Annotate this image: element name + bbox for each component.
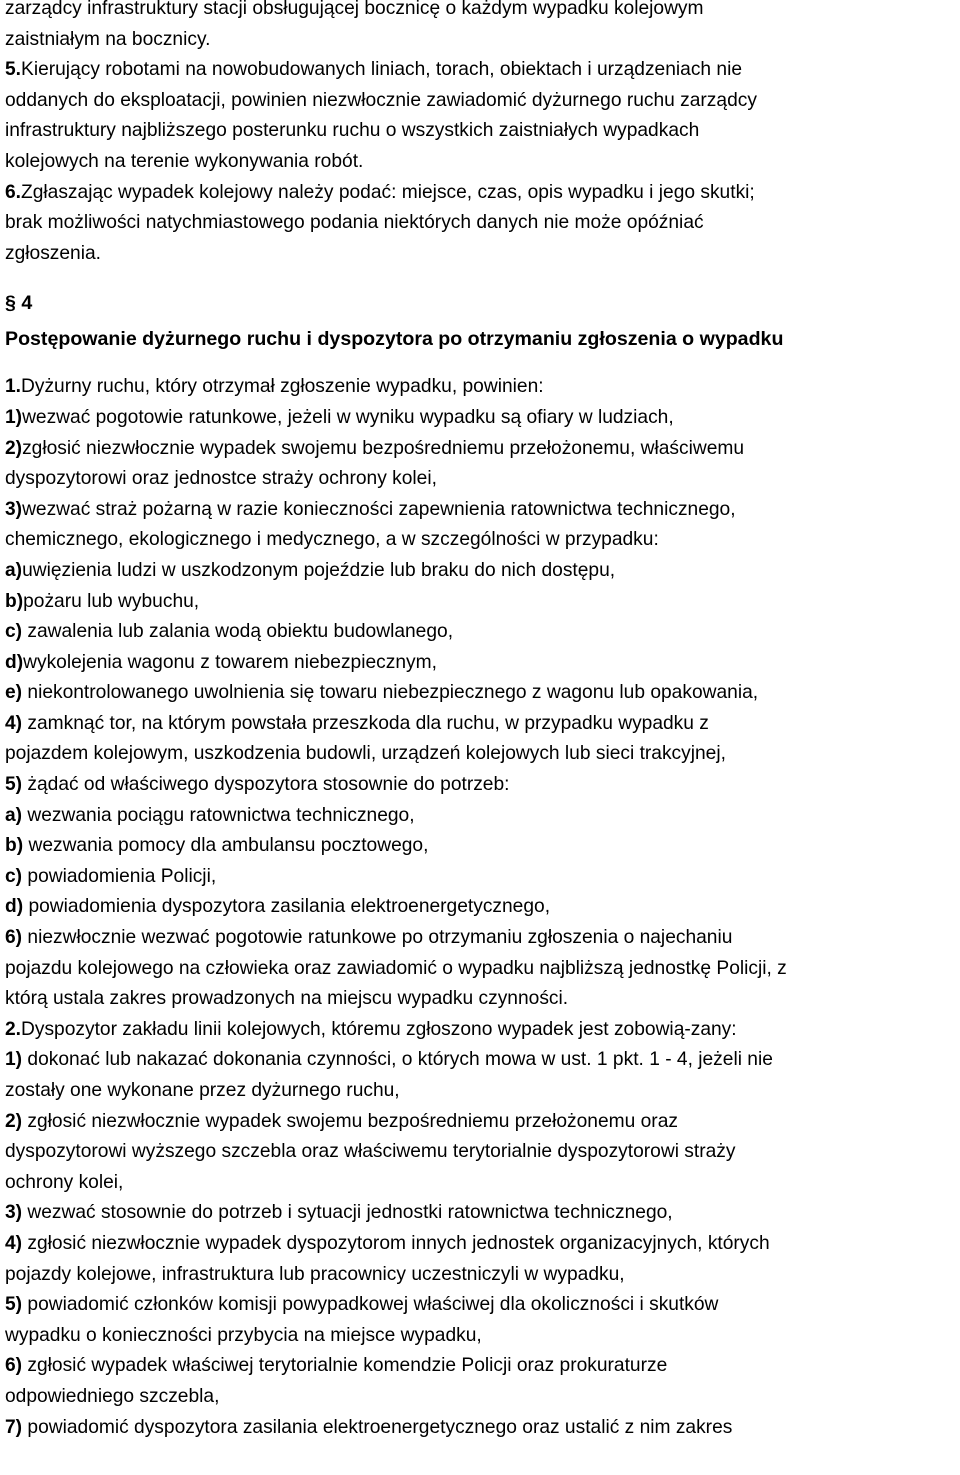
text-line — [5, 831, 960, 862]
list-marker: a) — [5, 804, 23, 826]
line-text: Dyżurny ruchu, który otrzymał zgłoszenie wypadku, powinien: — [21, 376, 544, 398]
text-line — [5, 86, 960, 117]
list-marker: 3) — [5, 1202, 23, 1224]
line-text: wykolejenia wagonu z towarem niebezpiecznym, — [23, 651, 437, 673]
text-line — [5, 1045, 960, 1076]
list-marker: 5) — [5, 1294, 23, 1316]
line-text: brak możliwości natychmiastowego podania niektórych danych nie może opóźniać — [5, 212, 704, 234]
line-text: zamknąć tor, na którym powstała przeszkoda dla ruchu, w przypadku wypadku z — [22, 712, 709, 734]
line-text: zaistniałym na bocznicy. — [5, 28, 211, 50]
text-line — [5, 648, 960, 679]
line-text: zawalenia lub zalania wodą obiektu budowlanego, — [22, 621, 454, 643]
line-text: infrastruktury najbliższego posterunku ruchu o wszystkich zaistniałych wypadkach — [5, 120, 700, 142]
text-line — [5, 1137, 960, 1168]
text-line — [5, 208, 960, 239]
list-marker: b) — [5, 835, 24, 857]
list-marker: 1) — [5, 1049, 23, 1071]
list-marker: 1) — [5, 406, 23, 428]
list-marker: 4) — [5, 1232, 23, 1254]
text-line — [5, 862, 960, 893]
text-line — [5, 55, 960, 86]
list-marker: 6. — [5, 181, 22, 203]
line-text: Zgłaszając wypadek kolejowy należy podać: miejsce, czas, opis wypadku i jego skutki; — [21, 181, 755, 203]
line-text: powiadomienia dyspozytora zasilania elektroenergetycznego, — [23, 896, 551, 918]
text-line — [5, 1413, 960, 1444]
text-line — [5, 954, 960, 985]
list-marker: c) — [5, 621, 23, 643]
line-text: którą ustala zakres prowadzonych na miejscu wypadku czynności. — [5, 988, 569, 1010]
text-line — [5, 678, 960, 709]
list-marker: 5) — [5, 774, 23, 796]
list-marker: 1. — [5, 376, 22, 398]
text-line — [5, 372, 960, 403]
text-line — [5, 587, 960, 618]
line-text: zgłosić niezwłocznie wypadek swojemu bezpośredniemu przełożonemu oraz — [22, 1110, 678, 1132]
text-line — [5, 403, 960, 434]
text-line — [5, 1229, 960, 1260]
text-line — [5, 617, 960, 648]
section-title: Postępowanie dyżurnego ruchu i dyspozytora po otrzymaniu zgłoszenia o wypadku — [5, 328, 784, 351]
text-line — [5, 1260, 960, 1291]
line-text: pojazdu kolejowego na człowieka oraz zawiadomić o wypadku najbliższą jednostkę Policji, z — [5, 957, 787, 979]
list-marker: 6) — [5, 927, 23, 949]
line-text: powiadomienia Policji, — [22, 865, 217, 887]
line-text: wypadku o konieczności przybycia na miejsce wypadku, — [5, 1324, 482, 1346]
text-line — [5, 770, 960, 801]
list-marker: d) — [5, 651, 24, 673]
list-marker: 4) — [5, 712, 23, 734]
line-text: Dyspozytor zakładu linii kolejowych, któremu zgłoszono wypadek jest zobowią-zany: — [21, 1018, 737, 1040]
list-marker: c) — [5, 865, 23, 887]
list-marker: d) — [5, 896, 24, 918]
text-line — [5, 0, 960, 25]
line-text: Kierujący robotami na nowobudowanych liniach, torach, obiektach i urządzeniach nie — [21, 59, 743, 81]
list-marker: e) — [5, 682, 23, 704]
list-marker: 7) — [5, 1416, 23, 1438]
list-marker: 2) — [5, 1110, 23, 1132]
paragraphs-body — [5, 372, 960, 1443]
list-marker: 3) — [5, 498, 23, 520]
line-text: wezwać stosownie do potrzeb i sytuacji jednostki ratownictwa technicznego, — [22, 1202, 673, 1224]
list-marker: 6) — [5, 1355, 23, 1377]
text-line — [5, 116, 960, 147]
line-text: pożaru lub wybuchu, — [23, 590, 200, 612]
line-text: zgłosić wypadek właściwej terytorialnie komendzie Policji oraz prokuraturze — [22, 1355, 668, 1377]
text-line — [5, 1107, 960, 1138]
section-number — [5, 283, 960, 323]
text-line — [5, 1015, 960, 1046]
text-line — [5, 892, 960, 923]
line-text: niekontrolowanego uwolnienia się towaru niebezpiecznego z wagonu lub opakowania, — [22, 682, 759, 704]
line-text: zostały one wykonane przez dyżurnego ruchu, — [5, 1080, 400, 1101]
text-line — [5, 495, 960, 526]
text-line — [5, 464, 960, 495]
line-text: zarządcy infrastruktury stacji obsługującej bocznicę o każdym wypadku kolejowym — [5, 0, 704, 19]
text-line — [5, 1351, 960, 1382]
line-text: odpowiedniego szczebla, — [5, 1385, 220, 1407]
line-text: pojazdy kolejowe, infrastruktura lub pracownicy uczestniczyli w wypadku, — [5, 1263, 625, 1285]
line-text: dyspozytorowi oraz jednostce straży ochrony kolei, — [5, 468, 437, 490]
text-line — [5, 239, 960, 270]
text-line — [5, 1076, 960, 1107]
line-text: wezwać pogotowie ratunkowe, jeżeli w wyniku wypadku są ofiary w ludziach, — [22, 406, 674, 428]
list-marker: a) — [5, 559, 23, 581]
line-text: powiadomić członków komisji powypadkowej właściwej dla okoliczności i skutków — [22, 1294, 719, 1316]
text-line — [5, 1290, 960, 1321]
text-line — [5, 1321, 960, 1352]
document-page — [5, 0, 960, 1443]
text-line — [5, 801, 960, 832]
line-text: dokonać lub nakazać dokonania czynności, o których mowa w ust. 1 pkt. 1 - 4, jeżeli nie — [22, 1049, 773, 1071]
text-line — [5, 709, 960, 740]
text-line — [5, 923, 960, 954]
line-text: oddanych do eksploatacji, powinien niezwłocznie zawiadomić dyżurnego ruchu zarządcy — [5, 89, 757, 111]
line-text: dyspozytorowi wyższego szczebla oraz właściwemu terytorialnie dyspozytorowi straży — [5, 1141, 736, 1163]
line-text: żądać od właściwego dyspozytora stosownie do potrzeb: — [22, 774, 510, 796]
paragraphs-top — [5, 0, 960, 269]
line-text: pojazdem kolejowym, uszkodzenia budowli, urządzeń kolejowych lub sieci trakcyjnej, — [5, 743, 726, 765]
text-line — [5, 984, 960, 1015]
text-line — [5, 525, 960, 556]
spacer — [5, 269, 960, 283]
section-number-value: 4 — [21, 292, 33, 315]
line-text: uwięzienia ludzi w uszkodzonym pojeździe lub braku do nich dostępu, — [22, 559, 616, 581]
line-text: wezwania pomocy dla ambulansu pocztowego, — [23, 835, 429, 857]
line-text: powiadomić dyspozytora zasilania elektroenergetycznego oraz ustalić z nim zakres — [22, 1416, 733, 1438]
line-text: zgłoszenia. — [5, 242, 101, 264]
text-line — [5, 556, 960, 587]
text-line — [5, 178, 960, 209]
line-text: niezwłocznie wezwać pogotowie ratunkowe po otrzymaniu zgłoszenia o najechaniu — [22, 927, 733, 949]
line-text: zgłosić niezwłocznie wypadek dyspozytorom innych jednostek organizacyjnych, których — [22, 1232, 770, 1254]
line-text: kolejowych na terenie wykonywania robót. — [5, 150, 364, 172]
text-line — [5, 739, 960, 770]
list-marker: 2. — [5, 1018, 22, 1040]
section-symbol: § — [5, 292, 16, 315]
list-marker: 2) — [5, 437, 23, 459]
list-marker: 5. — [5, 59, 22, 81]
text-line — [5, 1382, 960, 1413]
line-text: wezwania pociągu ratownictwa technicznego, — [22, 804, 415, 826]
line-text: wezwać straż pożarną w razie konieczności zapewnienia ratownictwa technicznego, — [22, 498, 736, 520]
line-text: zgłosić niezwłocznie wypadek swojemu bezpośredniemu przełożonemu, właściwemu — [22, 437, 745, 459]
text-line — [5, 434, 960, 465]
line-text: ochrony kolei, — [5, 1171, 124, 1193]
text-line — [5, 1198, 960, 1229]
line-text: chemicznego, ekologicznego i medycznego, a w szczególności w przypadku: — [5, 529, 659, 551]
list-marker: b) — [5, 590, 24, 612]
text-line — [5, 1168, 960, 1199]
text-line — [5, 25, 960, 56]
text-line — [5, 147, 960, 178]
spacer — [5, 356, 960, 372]
